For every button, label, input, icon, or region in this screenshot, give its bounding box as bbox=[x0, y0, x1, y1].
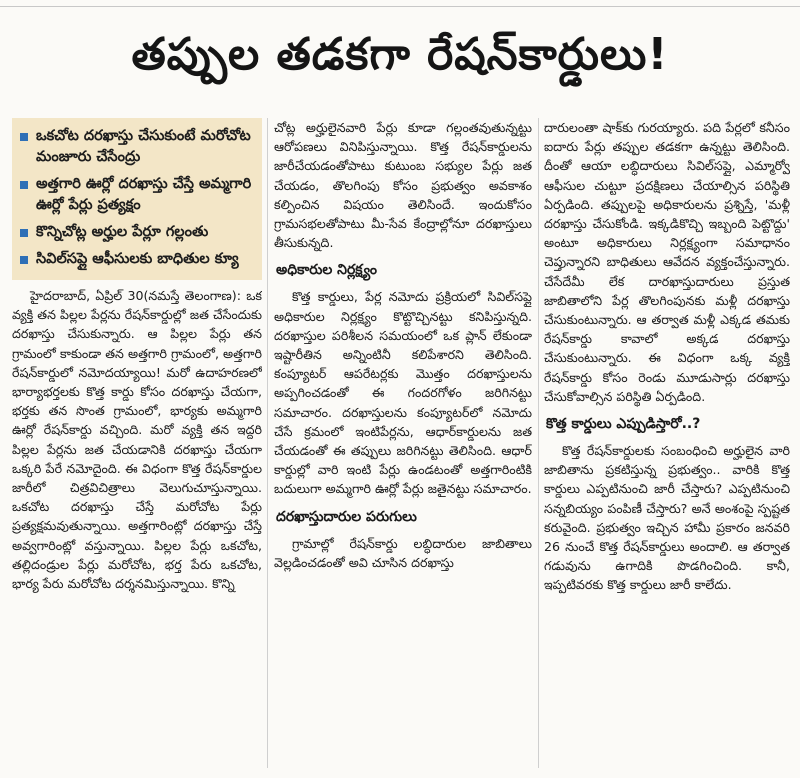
column-1 bbox=[12, 118, 262, 770]
column-2 bbox=[274, 118, 532, 770]
highlight-text: కొన్నిచోట్ల అర్హుల పేర్లూ గల్లంతు bbox=[36, 224, 209, 240]
highlight-item bbox=[20, 174, 254, 216]
article-paragraph: గ్రామాల్లో రేషన్‌కార్డు లబ్ధిదారుల జాబితాలు వెల్లడించడంతో అవి చూసిన దరఖాస్తు bbox=[274, 535, 532, 570]
section-subheading: కొత్త కార్డులు ఎప్పుడిస్తారో..? bbox=[546, 416, 701, 433]
article-paragraph: దారులంతా షాక్‌కు గురయ్యారు. పది పేర్లలో కనీసం ఐదారు పేర్లు తప్పుల తడకగా ఉన్నట్టు తెలిసింది. దీంతో ఆయా లబ్ధిదారులు సివిల్‌సప్లై, ఎమ్మార్వో ఆఫీసుల చుట్టూ ప్రదక్షిణలు చేయాల్సిన పరిస్థితి ఏర్పడింది. తప్పులపై అధికారులను ప్రశ్నిస్తే, 'మళ్లీ దరఖాస్తు చేసుకోండి. ఇక్కడికొచ్చి ఇబ్బంది పెట్టొద్దు' అంటూ అధికారులు నిర్లక్ష్యంగా సమాధానం చెప్తున్నారని బాధితులు ఆవేదన వ్యక్తంచేస్తున్నారు. చేసేదేమీ లేక దారఖాస్తుదారులు ప్రస్తుత జాబితాలోని పేర్ల తొలగింపునకు మళ్లీ దరఖాస్తు చేసుకుంటున్నారు. ఆ తర్వాత మళ్లీ ఎక్కడ తమకు రేషన్‌కార్డు కావాలో అక్కడ దరఖాస్తు చేసుకుంటున్నారు. ఈ విధంగా ఒక్క వ్యక్తి రేషన్‌కార్డు కోసం రెండు మూడుసార్లు దరఖాస్తు చేసుకోవాల్సిన పరిస్థితి ఏర్పడింది. bbox=[544, 120, 790, 404]
highlight-item bbox=[20, 126, 254, 168]
section-subheading: అధికారుల నిర్లక్ష్యం bbox=[276, 262, 377, 279]
article-paragraph: హైదరాబాద్, ఏప్రిల్ 30(నమస్తే తెలంగాణ): ఒక వ్యక్తి తన పిల్లల పేర్లను రేషన్‌కార్డుల్లో జత చేసేందుకు దరఖాస్తు చేసుకున్నారు. ఆ పిల్లల పేర్లు తన గ్రామంలో కాకుండా తన అత్తగారి గ్రామంలో, అత్తగారి రేషన్‌కార్డులో నమోదయ్యాయి! మరో ఉదాహరణలో భార్యాభర్తలకు కొత్త కార్డు కోసం దరఖాస్తు చేయగా, భర్తకు తన సొంత గ్రామంలో, భార్యకు అమ్మగారి ఊర్లో రేషన్‌కార్డు వచ్చింది. మరో వ్యక్తి తన ఇద్దరి పిల్లల పేర్లను జత చేయడానికి దరఖాస్తు చేయగా ఒక్కరి పేరే నమోదైంది. ఈ విధంగా కొత్త రేషన్‌కార్డుల జారీలో చిత్రవిచిత్రాలు వెలుగుచూస్తున్నాయి. ఒకచోట దరఖాస్తు చేస్తే మరోచోట పేర్లు ప్రత్యక్షమవుతున్నాయి. అత్తగారింట్లో దరఖాస్తు చేస్తే అవ్వగారింట్లో వస్తున్నాయి. పిల్లల పేర్లు ఒకచోట, తల్లిదండ్రుల పేర్లు మరోచోట, భర్త పేరు ఒకచోట, భార్య పేరు మరోచోట దర్శనమిస్తున్నాయి. కొన్ని bbox=[12, 288, 262, 592]
bullet-square-icon bbox=[20, 133, 28, 141]
headline: తప్పుల తడకగా రేషన్‌కార్డులు! bbox=[131, 29, 669, 80]
top-strip bbox=[0, 0, 800, 8]
article-paragraph: చోట్ల అర్హులైనవారి పేర్లు కూడా గల్లంతవుతున్నట్టు ఆరోపణలు వినిపిస్తున్నాయి. కొత్త రేషన్‌కార్డులను జారీచేయడంతోపాటు కుటుంబ సభ్యుల పేర్లు జత చేయడం, తొలగింపు కోసం ప్రభుత్వం అవకాశం కల్పించిన విషయం తెలిసిందే. ఇందుకోసం గ్రామసభలతోపాటు మీ-సేవ కేంద్రాల్లోనూ దరఖాస్తులు తీసుకున్నది. bbox=[274, 120, 532, 251]
column-divider bbox=[267, 118, 268, 768]
highlight-item bbox=[20, 249, 254, 270]
bullet-square-icon bbox=[20, 229, 28, 237]
highlight-text: అత్తగారి ఊర్లో దరఖాస్తు చేస్తే అమ్మగారి ఊర్లో పేర్లు ప్రత్యక్షం bbox=[36, 176, 252, 213]
article-paragraph: కొత్త కార్డులు, పేర్ల నమోదు ప్రక్రియలో సివిల్‌సప్లై అధికారుల నిర్లక్ష్యం కొట్టొచ్చినట్టు కనిపిస్తున్నది. దరఖాస్తుల పరిశీలన సమయంలో ఒక ప్లాన్ లేకుండా ఇష్టారీతిన అన్నింటినీ కలిపేశారని తెలిసింది. కంప్యూటర్ ఆపరేటర్లకు మొత్తం దరఖాస్తులను అప్పగించడంతో ఈ గందరగోళం జరిగినట్టు సమాచారం. దరఖాస్తులను కంప్యూటర్‌లో నమోదు చేసే క్రమంలో ఇంటిపేర్లను, ఆధార్‌కార్డులను జత చేయడంతో ఈ తప్పులు జరిగినట్టు తెలిసింది. ఆధార్ కార్డుల్లో వారి ఇంటి పేర్లు ఉండటంతో అత్తగారింటికి బదులుగా అమ్మగారి ఊర్లో పేర్లు జతైనట్టు సమాచారం. bbox=[274, 289, 532, 497]
bullet-square-icon bbox=[20, 256, 28, 264]
top-rule bbox=[0, 6, 800, 7]
highlight-item bbox=[20, 222, 254, 243]
highlight-text: సివిల్‌సప్లై ఆఫీసులకు బాధితుల క్యూ bbox=[36, 251, 239, 267]
highlight-text: ఒకచోట దరఖాస్తు చేసుకుంటే మరోచోట మంజూరు చేసేంద్రు bbox=[36, 128, 251, 165]
section-subheading: దరఖాస్తుదారుల పరుగులు bbox=[276, 508, 417, 525]
column-3 bbox=[544, 118, 790, 770]
highlights-box bbox=[12, 118, 262, 280]
article-paragraph: కొత్త రేషన్‌కార్డులకు సంబంధించి అర్హులైన వారి జాబితాను ప్రకటిస్తున్న ప్రభుత్వం.. వారికి కొత్త కార్డులు ఎప్పటినుంచి జారీ చేస్తారు? ఎప్పటినుంచి సన్నబియ్యం పంపిణీ చేస్తారు? అనే అంశంపై స్పష్టత కరువైంది. ప్రభుత్వం ఇచ్చిన హామీ ప్రకారం జనవరి 26 నుంచే కొత్త రేషన్‌కార్డులు అందాలి. ఆ తర్వాత గడువును ఉగాదికి పొడగించింది. కానీ, ఇప్పటివరకు కొత్త కార్డులు జారీ కాలేదు. bbox=[544, 443, 790, 593]
column-divider bbox=[538, 118, 539, 768]
bullet-square-icon bbox=[20, 181, 28, 189]
